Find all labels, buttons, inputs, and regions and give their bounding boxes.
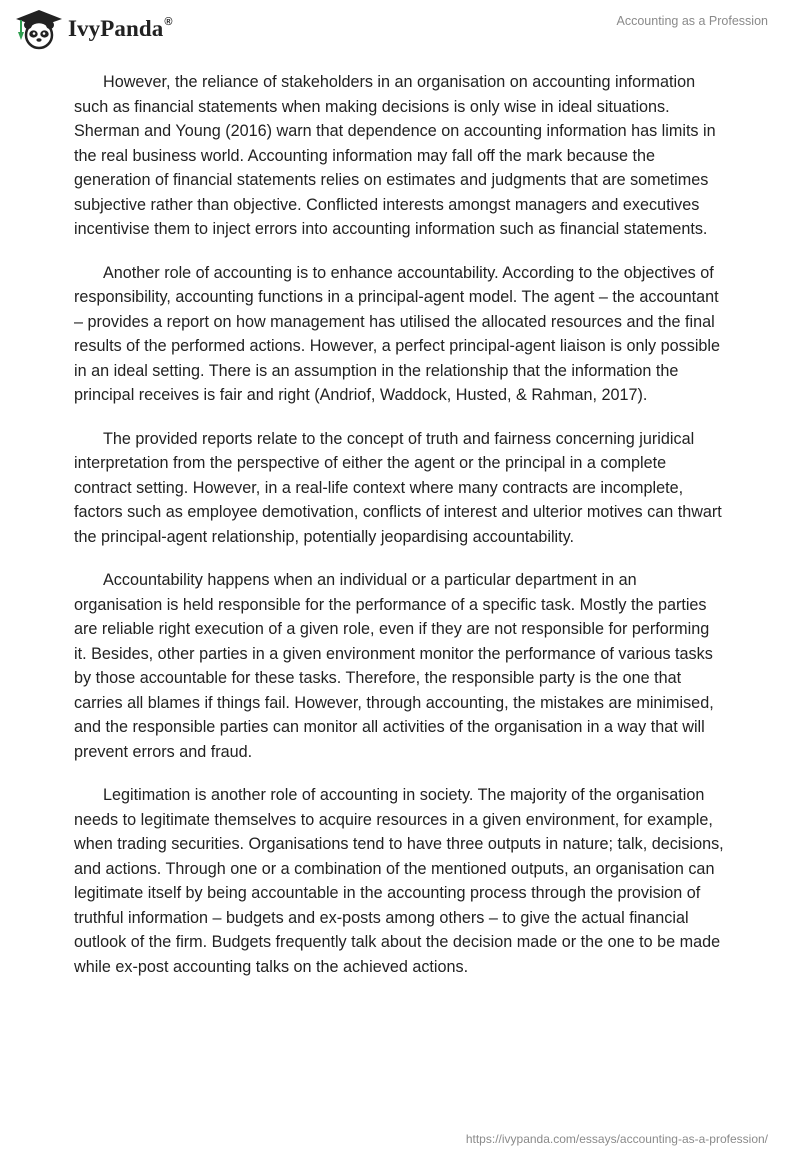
brand-name: IvyPanda®: [68, 16, 173, 41]
document-title: Accounting as a Profession: [616, 14, 768, 28]
paragraph: The provided reports relate to the concept of truth and fairness concerning juridical interpretation from the perspective of either the agent or the principal in a complete contract setting. However, in a real-life context where many contracts are incomplete, factors such as employee demotivation, conflicts of interest and ulterior motives can thwart the principal-agent relationship, potentially jeopardising accountability.: [74, 429, 722, 546]
paragraph: Legitimation is another role of accounting in society. The majority of the organisation needs to legitimate themselves to acquire resources in a given environment, for example, when trading securities. Organisations tend to have three outputs in nature; talk, decisions, and actions. Through one or a combination of the mentioned outputs, an organisation can legitimate itself by being accountable in the accounting process through the provision of truthful information – budgets and ex-posts among others – to give the actual financial outlook of the firm. Budgets frequently talk about the decision made or the one to be made while ex-post accounting talks on the achieved actions.: [74, 786, 724, 976]
paragraph: Accountability happens when an individual or a particular department in an organisation is held responsible for the performance of a specific task. Mostly the parties are reliable right execution of a given role, even if they are not responsible for performing it. Besides, other parties in a given environment monitor the performance of various tasks by those accountable for these tasks. Therefore, the responsible party is the one that carries all blames if things fail. However, through accounting, the mistakes are minimised, and the responsible parties can monitor all activities of the organisation in a way that will prevent errors and fraud.: [74, 571, 714, 761]
panda-logo-icon: [14, 8, 64, 50]
essay-body: [74, 70, 726, 998]
logo[interactable]: [14, 8, 173, 50]
page-header: [0, 0, 800, 60]
paragraph: However, the reliance of stakeholders in an organisation on accounting information such as financial statements when making decisions is only wise in ideal situations. Sherman and Young (2016) warn that dependence on accounting information has limits in the real business world. Accounting information may fall off the mark because the generation of financial statements relies on estimates and judgments that are sometimes subjective rather than objective. Conflicted interests amongst managers and executives incentivise them to inject errors into accounting information such as financial statements.: [74, 73, 716, 238]
paragraph: Another role of accounting is to enhance accountability. According to the objectives of responsibility, accounting functions in a principal-agent model. The agent – the accountant – provides a report on how management has utilised the allocated resources and the final results of the performed actions. However, a perfect principal-agent liaison is only possible in an ideal setting. There is an assumption in the relationship that the information the principal receives is fair and right (Andriof, Waddock, Husted, & Rahman, 2017).: [74, 263, 721, 404]
source-url[interactable]: https://ivypanda.com/essays/accounting-as-a-profession/: [465, 1132, 768, 1146]
